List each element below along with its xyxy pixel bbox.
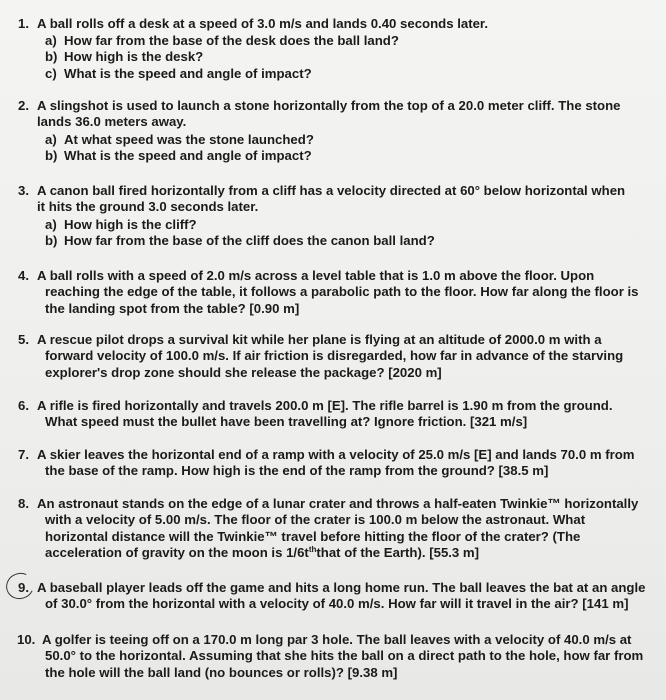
question-line: with a velocity of 5.00 m/s. The floor of the crater is 100.0 m below the astronaut. What — [45, 512, 586, 528]
sub-questions — [45, 217, 645, 250]
question-text — [37, 496, 657, 562]
question-line: horizontal distance will the Twinkie™ travel before hitting the floor of the crater? (The — [45, 528, 581, 544]
question-line: the base of the ramp. How high is the end of the ramp from the ground? [38.5 m] — [45, 463, 549, 479]
question-line: A canon ball fired horizontally from a cliff has a velocity directed at 60° below horizontal when — [37, 183, 626, 198]
question-number: 9. — [18, 580, 29, 595]
question-line: A baseball player leads off the game and hits a long home run. The ball leaves the bat at an angle — [37, 580, 646, 595]
question-line: A ball rolls off a desk at a speed of 3.0 m/s and lands 0.40 seconds later. — [37, 16, 488, 31]
sub-questions — [45, 33, 645, 82]
question-number: 8. — [18, 496, 29, 511]
question-line: lands 36.0 meters away. — [37, 114, 187, 130]
question-line: An astronaut stands on the edge of a lunar crater and throws a half-eaten Twinkie™ horizontally — [37, 496, 639, 511]
question-line: A ball rolls with a speed of 2.0 m/s across a level table that is 1.0 m above the floor. Upon — [37, 268, 595, 283]
question-text — [37, 398, 657, 431]
question-number: 2. — [18, 98, 29, 113]
sub-questions — [45, 132, 645, 165]
question-number: 7. — [18, 447, 29, 462]
sub-question-a: a) How far from the base of the desk does the ball land? — [45, 33, 399, 48]
sub-question-c: c) What is the speed and angle of impact? — [45, 65, 312, 81]
sub-question-a: a) How high is the cliff? — [45, 217, 197, 232]
question-line: A slingshot is used to launch a stone horizontally from the top of a 20.0 meter cliff. The stone — [37, 98, 621, 113]
question-line: the hole will the ball land (no bounces or rolls)? [9.38 m] — [45, 664, 398, 680]
sub-question-b: b) What is the speed and angle of impact? — [45, 148, 312, 164]
question-number: 5. — [18, 332, 29, 347]
question-line-text: acceleration of gravity on the moon is $1/6t^{th}that$ of the Earth). [55.3 m] — [45, 545, 480, 561]
question-line: of 30.0° from the horizontal with a velocity of 40.0 m/s. How far will it travel in the air? [141 m] — [45, 596, 629, 612]
sub-question-a: a) At what speed was the stone launched? — [45, 132, 314, 147]
question-line: explorer's drop zone should she release the package? [2020 m] — [45, 364, 442, 380]
question-text — [37, 16, 657, 32]
question-line: forward velocity of 100.0 m/s. If air friction is disregarded, how far in advance of the starving — [45, 348, 624, 364]
question-text — [37, 580, 657, 613]
question-line: 50.0° to the horizontal. Assuming that she hits the ball on a direct path to the hole, how far from — [45, 648, 644, 664]
question-line: it hits the ground 3.0 seconds later. — [37, 199, 259, 215]
question-line: A rescue pilot drops a survival kit while her plane is flying at an altitude of 2000.0 m with a — [37, 332, 602, 347]
question-line: What speed must the bullet have been travelling at? Ignore friction. [321 m/s] — [45, 414, 528, 430]
question-line: A skier leaves the horizontal end of a ramp with a velocity of 25.0 m/s [E] and lands 70.0 m from — [37, 447, 635, 462]
question-text — [37, 447, 657, 480]
question-text — [42, 632, 662, 681]
sub-question-b: b) How high is the desk? — [45, 49, 204, 65]
question-number: 6. — [18, 398, 29, 413]
question-text — [37, 98, 657, 131]
question-number: 3. — [18, 183, 29, 198]
question-number: 10. — [17, 632, 36, 647]
question-line: A golfer is teeing off on a 170.0 m long par 3 hole. The ball leaves with a velocity of 40.0 m/s at — [42, 632, 632, 647]
question-line: A rifle is fired horizontally and travels 200.0 m [E]. The rifle barrel is 1.90 m from the ground. — [37, 398, 613, 413]
question-number: 4. — [18, 268, 29, 283]
question-text — [37, 183, 657, 216]
question-text — [37, 332, 657, 381]
question-line: the landing spot from the table? [0.90 m] — [45, 300, 300, 316]
question-text — [37, 268, 657, 317]
question-number: 1. — [18, 16, 29, 31]
question-line — [37, 545, 657, 561]
question-line: reaching the edge of the table, it follows a parabolic path to the floor. How far along the floor is — [45, 284, 639, 300]
sub-question-b: b) How far from the base of the cliff does the canon ball land? — [45, 233, 435, 249]
